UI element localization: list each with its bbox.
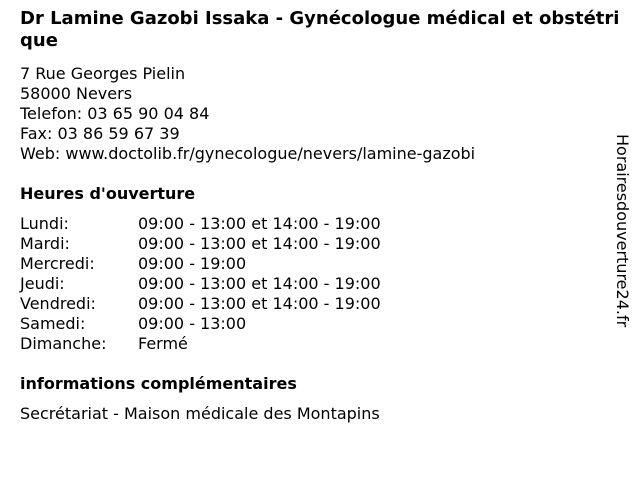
fax-number: Fax: 03 86 59 67 39 [20, 124, 180, 143]
hours-row-monday [20, 214, 381, 234]
city-address: 58000 Nevers [20, 84, 133, 103]
hours-day: Mardi: [20, 234, 70, 253]
hours-row-wednesday [20, 254, 381, 274]
hours-day: Dimanche: [20, 334, 107, 353]
street-address: 7 Rue Georges Pielin [20, 64, 186, 83]
hours-time: 09:00 - 13:00 et 14:00 - 19:00 [138, 214, 381, 233]
hours-row-friday [20, 294, 381, 314]
website: Web: www.doctolib.fr/gynecologue/nevers/lamine-gazobi [20, 144, 476, 163]
hours-row-thursday [20, 274, 381, 294]
site-brand: Horairesdouverture24.fr [613, 134, 632, 328]
hours-day: Samedi: [20, 314, 86, 333]
address-block [20, 64, 475, 164]
hours-heading: Heures d'ouverture [20, 184, 196, 203]
hours-day: Mercredi: [20, 254, 95, 273]
info-text: Secrétariat - Maison médicale des Montapins [20, 404, 380, 423]
hours-time: 09:00 - 19:00 [138, 254, 247, 273]
hours-table [20, 214, 381, 354]
hours-row-saturday [20, 314, 381, 334]
hours-row-sunday [20, 334, 381, 354]
hours-time: 09:00 - 13:00 et 14:00 - 19:00 [138, 234, 381, 253]
phone-number: Telefon: 03 65 90 04 84 [20, 104, 210, 123]
hours-time: 09:00 - 13:00 et 14:00 - 19:00 [138, 274, 381, 293]
hours-time: 09:00 - 13:00 [138, 314, 247, 333]
page-title: Dr Lamine Gazobi Issaka - Gynécologue médical et obstétrique [20, 8, 620, 51]
hours-time: Fermé [138, 334, 188, 353]
hours-row-tuesday [20, 234, 381, 254]
info-heading: informations complémentaires [20, 374, 297, 393]
hours-time: 09:00 - 13:00 et 14:00 - 19:00 [138, 294, 381, 313]
hours-day: Lundi: [20, 214, 69, 233]
hours-day: Jeudi: [20, 274, 65, 293]
hours-day: Vendredi: [20, 294, 96, 313]
